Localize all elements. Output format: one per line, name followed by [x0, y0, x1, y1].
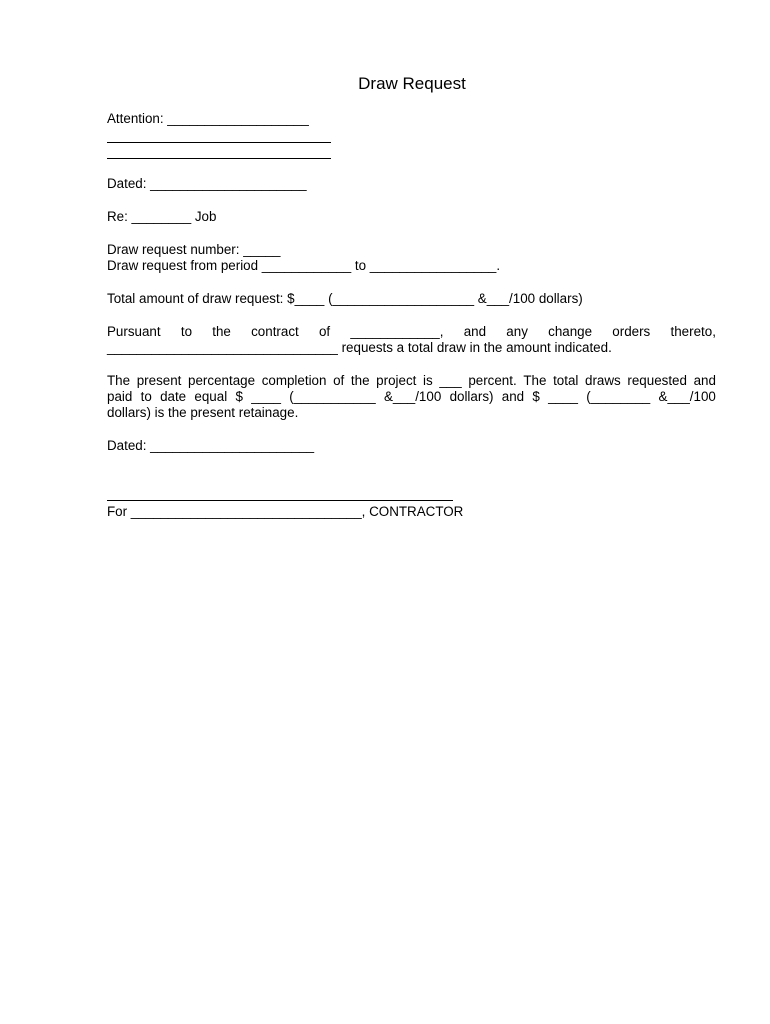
word: ___: [439, 373, 462, 388]
word: to: [140, 389, 152, 404]
word: completion: [261, 373, 327, 388]
word: is: [423, 373, 433, 388]
word: ____: [251, 389, 281, 404]
word: of: [318, 324, 331, 339]
pursuant-line-1: [107, 324, 716, 340]
dated-line-2: Dated: ______________________: [107, 438, 315, 453]
word: (___________: [289, 389, 376, 404]
draw-request-period: Draw request from period ____________ to _________________.: [107, 258, 501, 273]
word: and: [693, 373, 716, 388]
total-amount-line: Total amount of draw request: $____ (___________________ &___/100 dollars): [107, 291, 583, 306]
word: ____________,: [350, 324, 444, 339]
pursuant-line-2: _______________________________ requests a total draw in the amount indicated.: [107, 340, 612, 355]
draw-request-number: Draw request number: _____: [107, 242, 281, 257]
word: $: [235, 389, 243, 404]
address-line-1: [107, 142, 331, 143]
word: ____: [548, 389, 578, 404]
present-line-1: [107, 373, 716, 389]
word: total: [553, 373, 579, 388]
document-title: Draw Request: [358, 74, 466, 93]
word: paid: [107, 389, 133, 404]
word: equal: [194, 389, 228, 404]
word: &___/100: [383, 389, 442, 404]
word: any: [506, 324, 528, 339]
signature-line: [107, 500, 453, 501]
word: change: [548, 324, 593, 339]
word: orders: [612, 324, 651, 339]
word: thereto,: [670, 324, 716, 339]
word: project: [376, 373, 417, 388]
word: draws: [585, 373, 621, 388]
word: and: [501, 389, 525, 404]
contractor-line: For _______________________________, CONTRACTOR: [107, 504, 464, 519]
word: The: [107, 373, 131, 388]
word: contract: [251, 324, 299, 339]
word: date: [160, 389, 187, 404]
word: dollars): [449, 389, 494, 404]
word: of: [333, 373, 345, 388]
word: the: [212, 324, 231, 339]
word: The: [523, 373, 547, 388]
attention-line: Attention: ___________________: [107, 111, 309, 126]
dated-line: Dated: _____________________: [107, 176, 307, 191]
word: (________: [586, 389, 651, 404]
address-line-2: [107, 158, 331, 159]
word: the: [350, 373, 370, 388]
re-job-line: Re: ________ Job: [107, 209, 217, 224]
word: and: [463, 324, 487, 339]
word: present: [136, 373, 182, 388]
word: to: [180, 324, 193, 339]
word: requested: [627, 373, 687, 388]
word: &___/100: [658, 389, 716, 404]
word: $: [532, 389, 540, 404]
word: Pursuant: [107, 324, 161, 339]
present-line-2: [107, 389, 716, 405]
word: percent.: [468, 373, 517, 388]
present-line-3: dollars) is the present retainage.: [107, 405, 299, 420]
word: percentage: [188, 373, 256, 388]
